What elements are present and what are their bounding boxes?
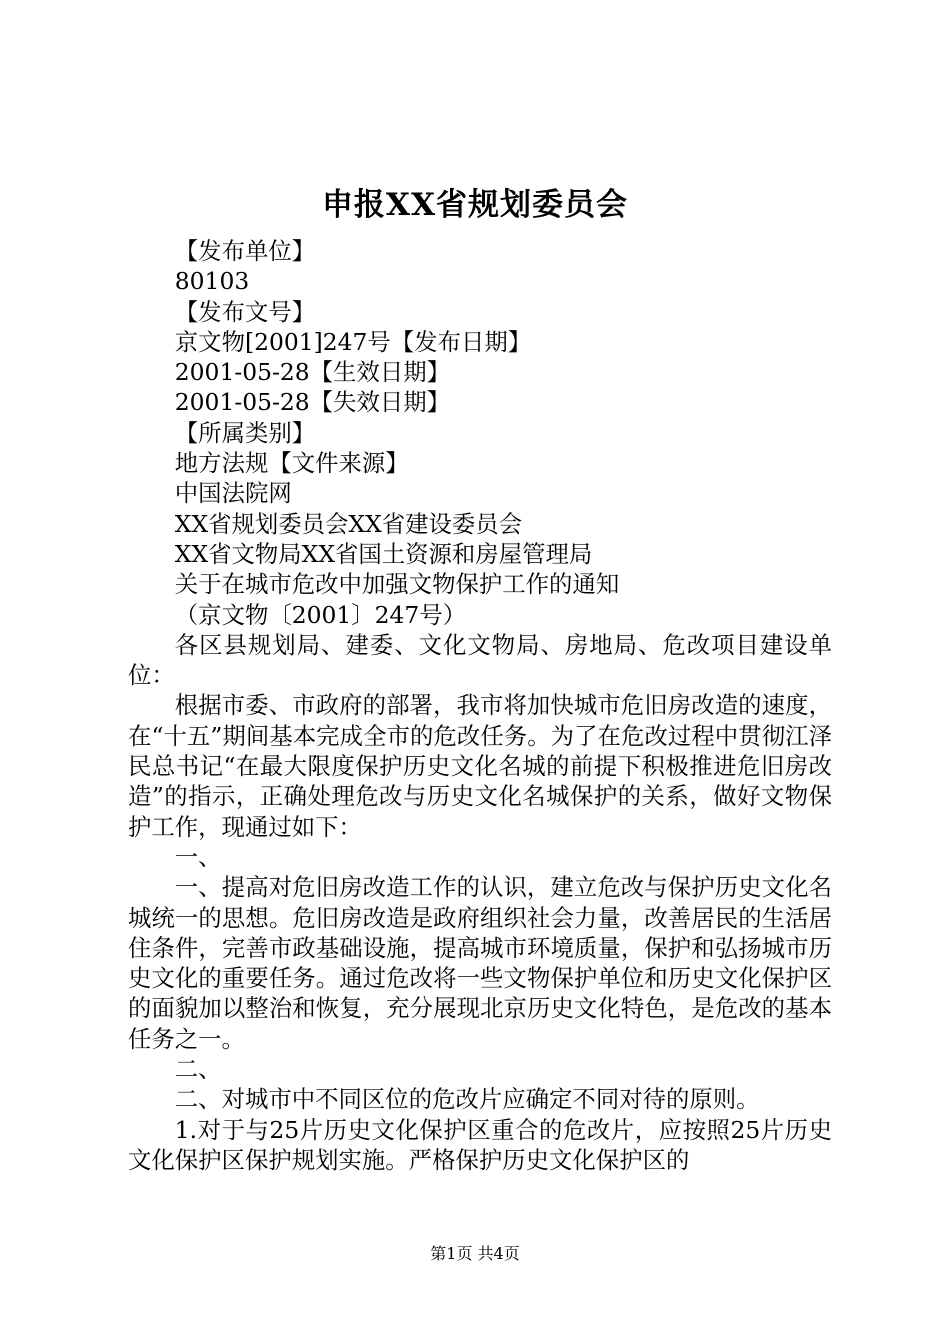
meta-label-category: 【所属类别】 xyxy=(174,418,316,447)
section-1-paragraph: 一、提高对危旧房改造工作的认识，建立危改与保护历史文化名城统一的思想。危旧房改造是政府组织社会力量，改善居民的生活居住条件，完善市政基础设施，提高城市环境质量，保护和弘扬城市历史文化的重要任务。通过危改将一些文物保护单位和历史文化保护区的面貌加以整治和恢复，充分展现北京历史文化特色，是危改的基本任务之一。 xyxy=(128,873,832,1053)
meta-value-source: 中国法院网 xyxy=(174,479,292,508)
meta-value-category: 地方法规【文件来源】 xyxy=(174,449,409,478)
document-title: 申报XX省规划委员会 xyxy=(321,187,629,223)
section-marker-1: 一、 xyxy=(174,842,222,871)
meta-value-issuer: 80103 xyxy=(174,267,250,296)
issuing-authorities-2: XX省文物局XX省国土资源和房屋管理局 xyxy=(174,539,593,568)
page-footer: 第1页 共4页 xyxy=(430,1244,520,1263)
notice-number: （京文物〔2001〕247号） xyxy=(174,600,467,629)
meta-label-issuer: 【发布单位】 xyxy=(174,237,316,265)
section-marker-2: 二、 xyxy=(174,1055,222,1084)
meta-value-issue-date: 2001-05-28【生效日期】 xyxy=(174,358,451,387)
issuing-authorities-1: XX省规划委员会XX省建设委员会 xyxy=(174,509,523,538)
document-body xyxy=(128,236,832,1175)
addressee-paragraph: 各区县规划局、建委、文化文物局、房地局、危改项目建设单位： xyxy=(128,630,832,690)
meta-value-doc-number: 京文物[2001]247号【发布日期】 xyxy=(174,327,532,356)
meta-label-doc-number: 【发布文号】 xyxy=(174,297,316,326)
section-2-paragraph: 二、对城市中不同区位的危改片应确定不同对待的原则。 xyxy=(174,1085,760,1114)
meta-value-effective-date: 2001-05-28【失效日期】 xyxy=(174,388,451,417)
intro-paragraph: 根据市委、市政府的部署，我市将加快城市危旧房改造的速度，在“十五”期间基本完成全市的危改任务。为了在危改过程中贯彻江泽民总书记“在最大限度保护历史文化名城的前提下积极推进危旧房改造”的指示，正确处理危改与历史文化名城保护的关系，做好文物保护工作，现通过如下： xyxy=(128,691,832,841)
notice-heading: 关于在城市危改中加强文物保护工作的通知 xyxy=(174,570,620,599)
section-2-item-1: 1.对于与25片历史文化保护区重合的危改片，应按照25片历史文化保护区保护规划实施。严格保护历史文化保护区的 xyxy=(128,1115,832,1174)
